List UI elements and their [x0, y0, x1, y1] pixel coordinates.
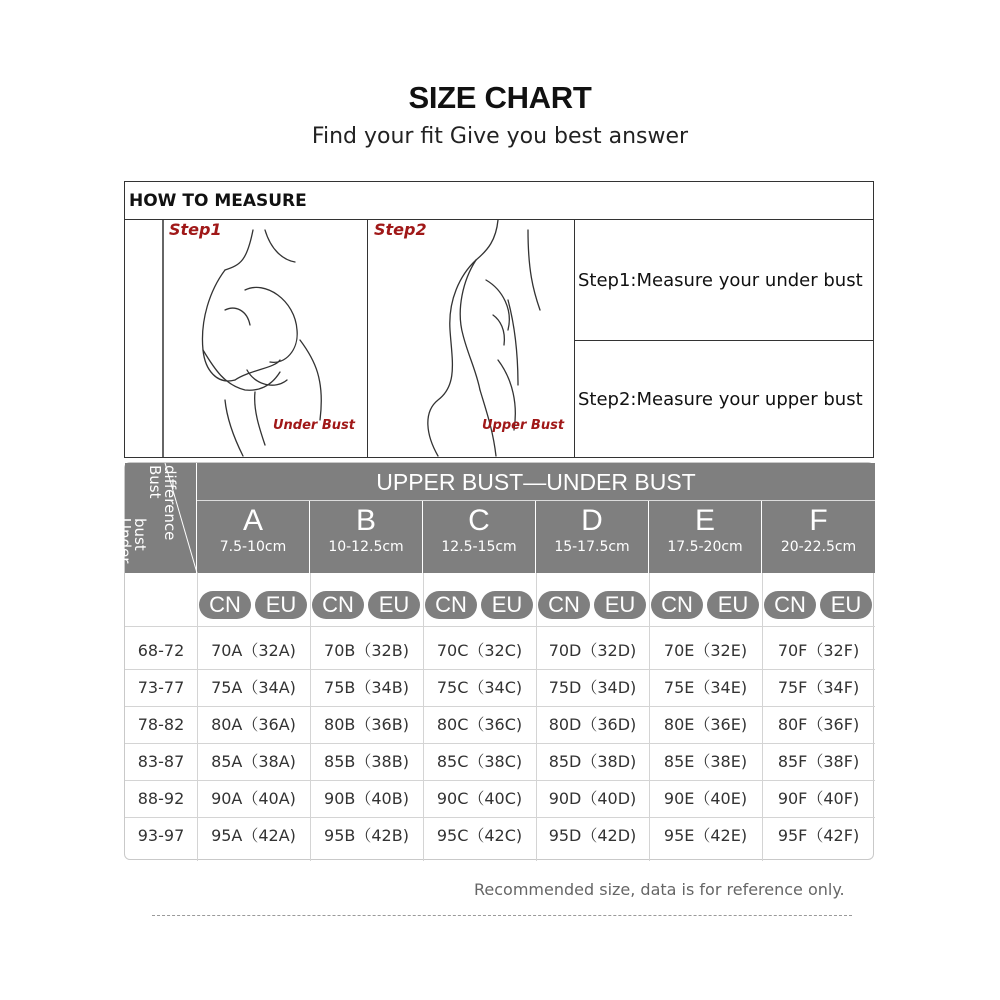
page-title: SIZE CHART — [408, 80, 592, 115]
size-cell: 90B（40B) — [324, 789, 409, 808]
size-cell: 80A（36A) — [211, 715, 296, 734]
size-cell: 75C（34C) — [436, 678, 523, 697]
cn-badge: CN — [651, 591, 703, 619]
size-cell: 85F（38F) — [777, 752, 860, 771]
cup-range: 17.5-20cm — [667, 539, 743, 555]
how-to-measure-panel — [124, 181, 874, 458]
eu-badge: EU — [707, 591, 759, 619]
size-cell: 85D（38D) — [548, 752, 637, 771]
size-cell: 75D（34D) — [548, 678, 637, 697]
size-cell: 95D（42D) — [548, 826, 637, 845]
size-cell: 90E（40E) — [663, 789, 748, 808]
size-cell: 70C（32C) — [436, 641, 523, 660]
cup-header-c — [423, 501, 536, 573]
size-cell: 75F（34F) — [777, 678, 860, 697]
cn-badge: CN — [425, 591, 477, 619]
size-cell: 90C（40C) — [436, 789, 523, 808]
step2-illustration — [368, 220, 575, 457]
eu-badge: EU — [481, 591, 533, 619]
size-table-header — [116, 463, 875, 573]
size-cell: 80B（36B) — [324, 715, 409, 734]
size-cell: 70B（32B) — [324, 641, 409, 660]
how-to-measure-heading: HOW TO MEASURE — [125, 182, 873, 220]
size-cell: 95A（42A) — [211, 826, 296, 845]
size-cell: 70D（32D) — [548, 641, 637, 660]
cup-range: 12.5-15cm — [441, 539, 517, 555]
size-cell: 80C（36C) — [436, 715, 523, 734]
cn-eu-pill-row — [197, 591, 875, 621]
size-cell: 85C（38C) — [436, 752, 523, 771]
cup-header-a — [197, 501, 310, 573]
upper-minus-under-heading: UPPER BUST—UNDER BUST — [197, 463, 875, 501]
reference-note: Recommended size, data is for reference only. — [474, 880, 845, 899]
under-bust-label: bust Under — [116, 518, 149, 564]
cn-badge: CN — [764, 591, 816, 619]
size-cell: 80E（36E) — [663, 715, 748, 734]
size-cell: 85A（38A) — [211, 752, 296, 771]
cup-header-f — [762, 501, 875, 573]
cup-header-d — [536, 501, 649, 573]
bust-difference-label: difference Bust — [146, 465, 179, 541]
under-bust-range: 88-92 — [137, 789, 185, 808]
upper-bust-caption: Upper Bust — [482, 418, 565, 433]
cup-header-e — [649, 501, 762, 573]
cup-letter: C — [468, 504, 490, 537]
step1-illustration — [125, 220, 368, 457]
size-cell: 80F（36F) — [777, 715, 860, 734]
size-cell: 95B（42B) — [324, 826, 409, 845]
dashed-divider — [152, 915, 852, 916]
eu-badge: EU — [368, 591, 420, 619]
cup-range: 20-22.5cm — [780, 539, 857, 555]
cn-badge: CN — [199, 591, 251, 619]
step1-tag: Step1 — [169, 220, 222, 239]
cup-letter: F — [809, 504, 828, 537]
cup-letter: B — [355, 504, 376, 537]
size-cell: 90F（40F) — [777, 789, 860, 808]
under-bust-caption: Under Bust — [273, 418, 355, 433]
size-cell: 95C（42C) — [436, 826, 523, 845]
size-cell: 85E（38E) — [663, 752, 748, 771]
eu-badge: EU — [594, 591, 646, 619]
cup-letter: D — [581, 504, 603, 537]
size-cell: 95E（42E) — [663, 826, 748, 845]
step2-instruction: Step2:Measure your upper bust — [578, 388, 863, 410]
row-divider — [125, 626, 875, 627]
cn-badge: CN — [538, 591, 590, 619]
size-cell: 75B（34B) — [324, 678, 409, 697]
step2-tag: Step2 — [374, 220, 427, 239]
size-cell: 75E（34E) — [663, 678, 748, 697]
cup-letter: E — [694, 504, 715, 537]
step1-instruction: Step1:Measure your under bust — [575, 220, 873, 341]
under-bust-range: 93-97 — [137, 826, 185, 845]
size-table — [116, 462, 874, 860]
cup-range: 10-12.5cm — [328, 539, 404, 555]
cup-range: 15-17.5cm — [554, 539, 630, 555]
under-bust-range: 73-77 — [137, 678, 185, 697]
under-bust-range: 68-72 — [137, 641, 185, 660]
corner-header-cell — [116, 463, 197, 573]
size-cell: 70A（32A) — [211, 641, 296, 660]
size-cell: 90D（40D) — [548, 789, 637, 808]
cup-range: 7.5-10cm — [219, 539, 287, 555]
size-cell: 70F（32F) — [777, 641, 860, 660]
under-bust-range: 78-82 — [137, 715, 185, 734]
size-cell: 70E（32E) — [663, 641, 748, 660]
page-subtitle: Find your fit Give you best answer — [311, 124, 689, 149]
size-cell: 95F（42F) — [777, 826, 860, 845]
cup-header-b — [310, 501, 423, 573]
size-cell: 75A（34A) — [211, 678, 296, 697]
cn-badge: CN — [312, 591, 364, 619]
eu-badge: EU — [820, 591, 872, 619]
cup-letter: A — [242, 504, 263, 537]
under-bust-range: 83-87 — [137, 752, 185, 771]
size-cell: 80D（36D) — [548, 715, 637, 734]
size-cell: 90A（40A) — [211, 789, 296, 808]
size-cell: 85B（38B) — [324, 752, 409, 771]
eu-badge: EU — [255, 591, 307, 619]
